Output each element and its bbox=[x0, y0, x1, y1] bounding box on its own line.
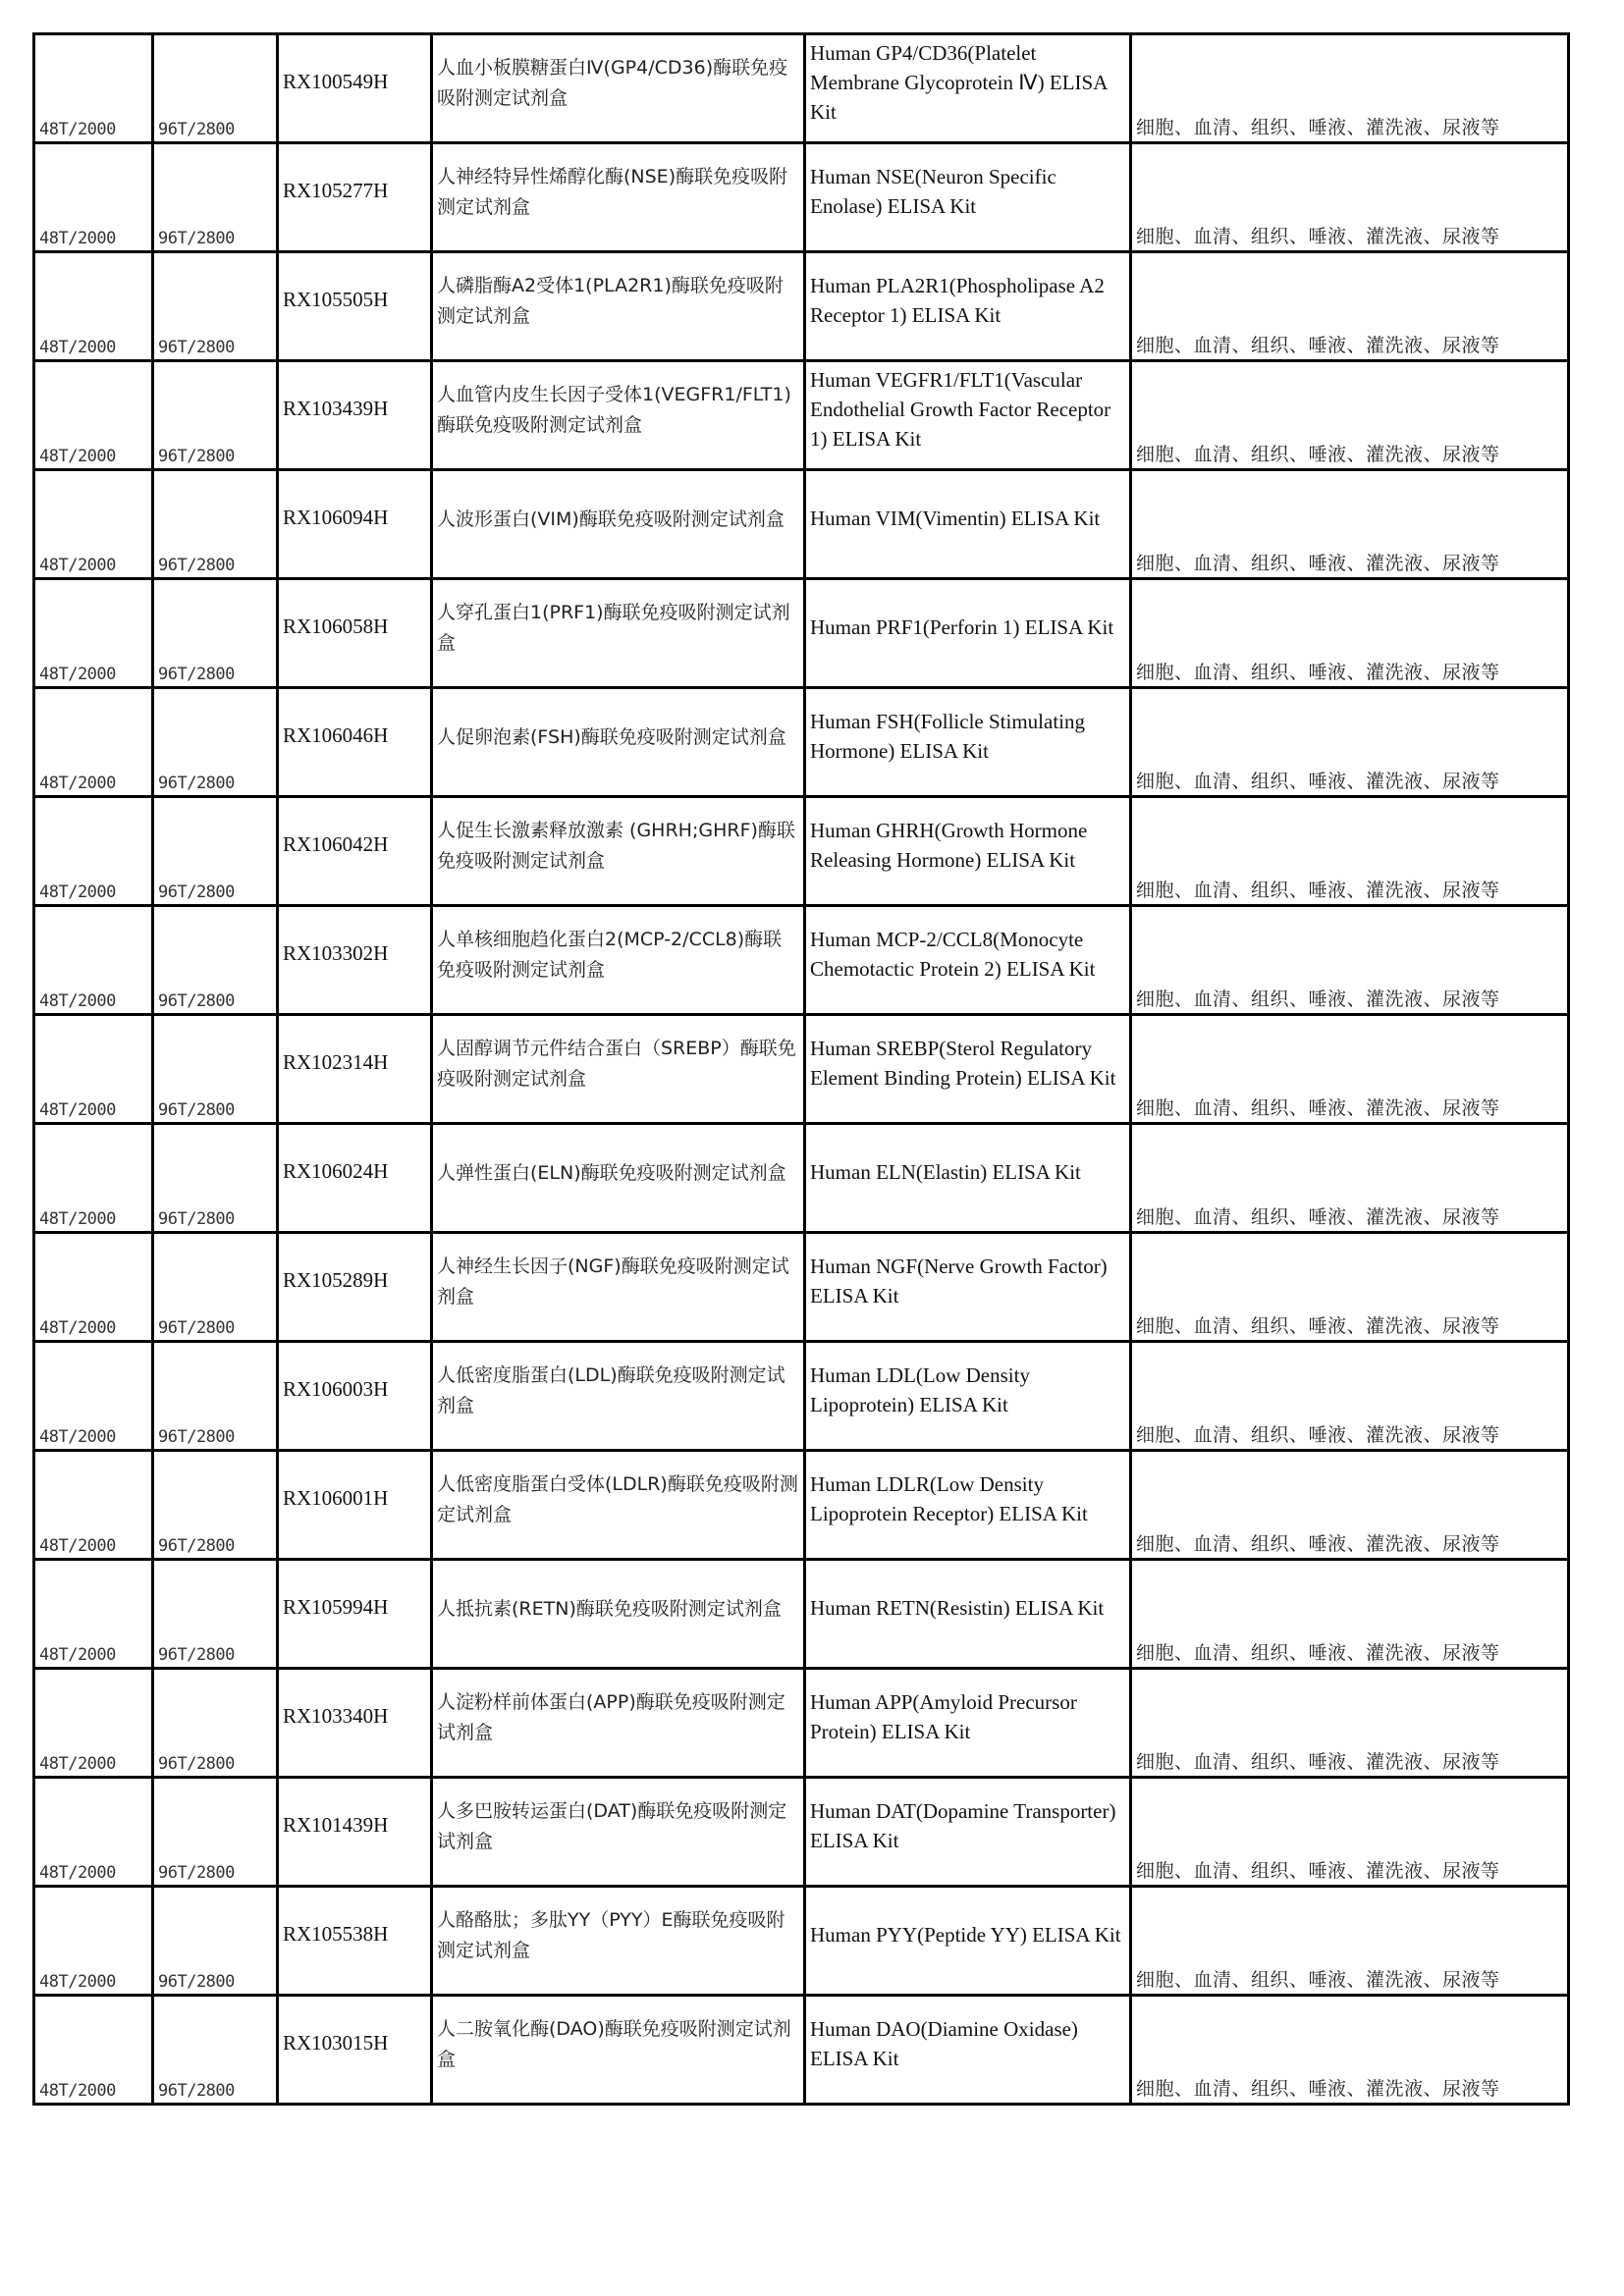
catalog-cell bbox=[278, 1887, 432, 1996]
sample-types: 细胞、血清、组织、唾液、灌洗液、尿液等 bbox=[1136, 444, 1500, 465]
spec-96-cell bbox=[153, 1451, 278, 1560]
table-row bbox=[34, 1778, 1569, 1887]
product-name-chinese: 人多巴胺转运蛋白(DAT)酶联免疫吸附测定试剂盒 bbox=[437, 1800, 787, 1852]
name-cn-cell bbox=[432, 1124, 805, 1233]
table-row bbox=[34, 361, 1569, 470]
table-row bbox=[34, 1451, 1569, 1560]
table-row bbox=[34, 797, 1569, 906]
spec-48-cell bbox=[34, 252, 153, 361]
catalog-cell bbox=[278, 470, 432, 579]
table-row bbox=[34, 1342, 1569, 1451]
product-name-english: Human DAT(Dopamine Transporter) ELISA Kit bbox=[810, 1799, 1116, 1852]
spec-48-cell bbox=[34, 1015, 153, 1124]
samples-cell bbox=[1131, 1124, 1569, 1233]
spec-48-price: 48T/2000 bbox=[39, 1863, 116, 1883]
product-name-english: Human FSH(Follicle Stimulating Hormone) ELISA Kit bbox=[810, 710, 1086, 763]
name-en-cell bbox=[805, 1996, 1131, 2105]
sample-types: 细胞、血清、组织、唾液、灌洗液、尿液等 bbox=[1136, 662, 1500, 683]
product-name-english: Human ELN(Elastin) ELISA Kit bbox=[810, 1160, 1081, 1184]
spec-48-cell bbox=[34, 688, 153, 797]
spec-96-price: 96T/2800 bbox=[158, 1318, 235, 1338]
catalog-number: RX106058H bbox=[283, 614, 389, 638]
samples-cell bbox=[1131, 579, 1569, 688]
spec-48-cell bbox=[34, 470, 153, 579]
catalog-cell bbox=[278, 34, 432, 143]
table-row bbox=[34, 688, 1569, 797]
name-en-cell bbox=[805, 1887, 1131, 1996]
sample-types: 细胞、血清、组织、唾液、灌洗液、尿液等 bbox=[1136, 1751, 1500, 1773]
product-name-chinese: 人固醇调节元件结合蛋白（SREBP）酶联免疫吸附测定试剂盒 bbox=[437, 1038, 796, 1090]
spec-48-cell bbox=[34, 34, 153, 143]
name-cn-cell bbox=[432, 1342, 805, 1451]
spec-96-cell bbox=[153, 1015, 278, 1124]
product-name-english: Human NGF(Nerve Growth Factor) ELISA Kit bbox=[810, 1255, 1108, 1308]
samples-cell bbox=[1131, 1342, 1569, 1451]
spec-96-cell bbox=[153, 1124, 278, 1233]
samples-cell bbox=[1131, 906, 1569, 1015]
spec-48-cell bbox=[34, 1669, 153, 1778]
product-name-chinese: 人促卵泡素(FSH)酶联免疫吸附测定试剂盒 bbox=[437, 725, 786, 748]
spec-48-price: 48T/2000 bbox=[39, 991, 116, 1011]
spec-96-cell bbox=[153, 1778, 278, 1887]
spec-48-price: 48T/2000 bbox=[39, 1645, 116, 1665]
catalog-number: RX103439H bbox=[283, 396, 389, 420]
catalog-cell bbox=[278, 797, 432, 906]
name-cn-cell bbox=[432, 1233, 805, 1342]
spec-96-price: 96T/2800 bbox=[158, 229, 235, 248]
catalog-number: RX106003H bbox=[283, 1376, 389, 1401]
spec-96-price: 96T/2800 bbox=[158, 774, 235, 793]
product-name-chinese: 人神经生长因子(NGF)酶联免疫吸附测定试剂盒 bbox=[437, 1255, 789, 1308]
spec-96-cell bbox=[153, 1560, 278, 1669]
sample-types: 细胞、血清、组织、唾液、灌洗液、尿液等 bbox=[1136, 1315, 1500, 1337]
name-cn-cell bbox=[432, 361, 805, 470]
sample-types: 细胞、血清、组织、唾液、灌洗液、尿液等 bbox=[1136, 2078, 1500, 2100]
name-cn-cell bbox=[432, 1996, 805, 2105]
samples-cell bbox=[1131, 1669, 1569, 1778]
table-row bbox=[34, 579, 1569, 688]
spec-96-price: 96T/2800 bbox=[158, 665, 235, 684]
spec-96-cell bbox=[153, 1342, 278, 1451]
product-name-chinese: 人淀粉样前体蛋白(APP)酶联免疫吸附测定试剂盒 bbox=[437, 1691, 785, 1743]
product-name-english: Human PYY(Peptide YY) ELISA Kit bbox=[810, 1923, 1121, 1947]
name-en-cell bbox=[805, 1233, 1131, 1342]
name-cn-cell bbox=[432, 906, 805, 1015]
catalog-number: RX102314H bbox=[283, 1049, 389, 1074]
product-name-english: Human SREBP(Sterol Regulatory Element Binding Protein) ELISA Kit bbox=[810, 1037, 1116, 1090]
product-name-english: Human PRF1(Perforin 1) ELISA Kit bbox=[810, 615, 1114, 639]
product-name-chinese: 人血小板膜糖蛋白Ⅳ(GP4/CD36)酶联免疫吸附测定试剂盒 bbox=[437, 57, 788, 109]
spec-96-price: 96T/2800 bbox=[158, 338, 235, 357]
product-name-english: Human MCP-2/CCL8(Monocyte Chemotactic Protein 2) ELISA Kit bbox=[810, 928, 1096, 981]
spec-48-price: 48T/2000 bbox=[39, 1972, 116, 1992]
catalog-number: RX105538H bbox=[283, 1921, 389, 1946]
spec-48-cell bbox=[34, 1233, 153, 1342]
catalog-number: RX103015H bbox=[283, 2030, 389, 2055]
samples-cell bbox=[1131, 1778, 1569, 1887]
spec-96-cell bbox=[153, 579, 278, 688]
catalog-cell bbox=[278, 688, 432, 797]
spec-96-cell bbox=[153, 470, 278, 579]
spec-96-price: 96T/2800 bbox=[158, 1536, 235, 1556]
spec-48-cell bbox=[34, 1887, 153, 1996]
product-name-english: Human DAO(Diamine Oxidase) ELISA Kit bbox=[810, 2017, 1078, 2070]
spec-96-cell bbox=[153, 1887, 278, 1996]
table-row bbox=[34, 1124, 1569, 1233]
catalog-number: RX101439H bbox=[283, 1812, 389, 1837]
spec-48-price: 48T/2000 bbox=[39, 2081, 116, 2101]
product-name-english: Human GHRH(Growth Hormone Releasing Hormone) ELISA Kit bbox=[810, 819, 1088, 872]
catalog-cell bbox=[278, 1342, 432, 1451]
spec-48-price: 48T/2000 bbox=[39, 338, 116, 357]
catalog-number: RX103302H bbox=[283, 940, 389, 965]
name-cn-cell bbox=[432, 1887, 805, 1996]
samples-cell bbox=[1131, 1233, 1569, 1342]
name-en-cell bbox=[805, 34, 1131, 143]
sample-types: 细胞、血清、组织、唾液、灌洗液、尿液等 bbox=[1136, 1642, 1500, 1664]
spec-48-cell bbox=[34, 361, 153, 470]
name-cn-cell bbox=[432, 1015, 805, 1124]
name-en-cell bbox=[805, 1669, 1131, 1778]
product-name-english: Human LDL(Low Density Lipoprotein) ELISA Kit bbox=[810, 1363, 1030, 1416]
table-row bbox=[34, 1560, 1569, 1669]
spec-96-cell bbox=[153, 1996, 278, 2105]
spec-48-cell bbox=[34, 579, 153, 688]
sample-types: 细胞、血清、组织、唾液、灌洗液、尿液等 bbox=[1136, 117, 1500, 138]
spec-48-price: 48T/2000 bbox=[39, 774, 116, 793]
table-row bbox=[34, 1233, 1569, 1342]
spec-96-price: 96T/2800 bbox=[158, 447, 235, 466]
spec-48-price: 48T/2000 bbox=[39, 120, 116, 139]
samples-cell bbox=[1131, 688, 1569, 797]
catalog-number: RX100549H bbox=[283, 69, 389, 93]
spec-96-price: 96T/2800 bbox=[158, 1209, 235, 1229]
catalog-cell bbox=[278, 906, 432, 1015]
spec-96-price: 96T/2800 bbox=[158, 1863, 235, 1883]
product-table bbox=[32, 32, 1570, 2106]
table-row bbox=[34, 1669, 1569, 1778]
name-cn-cell bbox=[432, 143, 805, 252]
product-name-chinese: 人酪酪肽；多肽YY（PYY）E酶联免疫吸附测定试剂盒 bbox=[437, 1909, 785, 1961]
name-en-cell bbox=[805, 579, 1131, 688]
samples-cell bbox=[1131, 797, 1569, 906]
spec-48-price: 48T/2000 bbox=[39, 447, 116, 466]
spec-48-price: 48T/2000 bbox=[39, 1427, 116, 1447]
name-en-cell bbox=[805, 1778, 1131, 1887]
spec-96-cell bbox=[153, 143, 278, 252]
name-cn-cell bbox=[432, 470, 805, 579]
catalog-cell bbox=[278, 1233, 432, 1342]
product-name-chinese: 人二胺氧化酶(DAO)酶联免疫吸附测定试剂盒 bbox=[437, 2018, 791, 2070]
spec-96-price: 96T/2800 bbox=[158, 556, 235, 575]
sample-types: 细胞、血清、组织、唾液、灌洗液、尿液等 bbox=[1136, 1097, 1500, 1119]
samples-cell bbox=[1131, 1560, 1569, 1669]
table-row bbox=[34, 252, 1569, 361]
catalog-number: RX106046H bbox=[283, 722, 389, 747]
sample-types: 细胞、血清、组织、唾液、灌洗液、尿液等 bbox=[1136, 335, 1500, 356]
catalog-cell bbox=[278, 1124, 432, 1233]
product-name-english: Human GP4/CD36(Platelet Membrane Glycoprotein Ⅳ) ELISA Kit bbox=[810, 41, 1108, 124]
spec-96-cell bbox=[153, 252, 278, 361]
spec-48-cell bbox=[34, 1342, 153, 1451]
name-cn-cell bbox=[432, 34, 805, 143]
spec-48-price: 48T/2000 bbox=[39, 1100, 116, 1120]
name-en-cell bbox=[805, 1124, 1131, 1233]
name-en-cell bbox=[805, 361, 1131, 470]
samples-cell bbox=[1131, 1015, 1569, 1124]
sample-types: 细胞、血清、组织、唾液、灌洗液、尿液等 bbox=[1136, 1860, 1500, 1882]
name-cn-cell bbox=[432, 579, 805, 688]
name-cn-cell bbox=[432, 1778, 805, 1887]
spec-48-cell bbox=[34, 1996, 153, 2105]
catalog-cell bbox=[278, 252, 432, 361]
catalog-number: RX106024H bbox=[283, 1158, 389, 1183]
product-name-english: Human APP(Amyloid Precursor Protein) ELISA Kit bbox=[810, 1690, 1077, 1743]
samples-cell bbox=[1131, 1887, 1569, 1996]
spec-48-price: 48T/2000 bbox=[39, 665, 116, 684]
catalog-cell bbox=[278, 143, 432, 252]
spec-96-price: 96T/2800 bbox=[158, 991, 235, 1011]
catalog-cell bbox=[278, 1669, 432, 1778]
spec-96-cell bbox=[153, 34, 278, 143]
sample-types: 细胞、血清、组织、唾液、灌洗液、尿液等 bbox=[1136, 1533, 1500, 1555]
catalog-number: RX106042H bbox=[283, 831, 389, 856]
samples-cell bbox=[1131, 470, 1569, 579]
name-en-cell bbox=[805, 797, 1131, 906]
catalog-number: RX106001H bbox=[283, 1485, 389, 1510]
sample-types: 细胞、血清、组织、唾液、灌洗液、尿液等 bbox=[1136, 553, 1500, 574]
product-name-english: Human VIM(Vimentin) ELISA Kit bbox=[810, 507, 1101, 530]
spec-48-price: 48T/2000 bbox=[39, 1209, 116, 1229]
name-en-cell bbox=[805, 1015, 1131, 1124]
catalog-cell bbox=[278, 361, 432, 470]
product-name-english: Human VEGFR1/FLT1(Vascular Endothelial Growth Factor Receptor 1) ELISA Kit bbox=[810, 368, 1111, 451]
name-en-cell bbox=[805, 252, 1131, 361]
catalog-number: RX105277H bbox=[283, 178, 389, 202]
product-table-body bbox=[34, 34, 1569, 2105]
table-row bbox=[34, 1996, 1569, 2105]
spec-48-price: 48T/2000 bbox=[39, 1536, 116, 1556]
name-cn-cell bbox=[432, 1669, 805, 1778]
spec-96-price: 96T/2800 bbox=[158, 1972, 235, 1992]
name-en-cell bbox=[805, 1451, 1131, 1560]
catalog-number: RX105505H bbox=[283, 287, 389, 311]
spec-96-price: 96T/2800 bbox=[158, 882, 235, 902]
product-name-chinese: 人低密度脂蛋白受体(LDLR)酶联免疫吸附测定试剂盒 bbox=[437, 1473, 798, 1525]
samples-cell bbox=[1131, 1451, 1569, 1560]
spec-96-price: 96T/2800 bbox=[158, 1645, 235, 1665]
name-en-cell bbox=[805, 1560, 1131, 1669]
spec-96-cell bbox=[153, 1669, 278, 1778]
sample-types: 细胞、血清、组织、唾液、灌洗液、尿液等 bbox=[1136, 1424, 1500, 1446]
spec-48-price: 48T/2000 bbox=[39, 882, 116, 902]
table-row bbox=[34, 34, 1569, 143]
product-name-chinese: 人神经特异性烯醇化酶(NSE)酶联免疫吸附测定试剂盒 bbox=[437, 166, 788, 218]
spec-96-cell bbox=[153, 797, 278, 906]
sample-types: 细胞、血清、组织、唾液、灌洗液、尿液等 bbox=[1136, 1206, 1500, 1228]
catalog-number: RX105289H bbox=[283, 1267, 389, 1292]
samples-cell bbox=[1131, 34, 1569, 143]
samples-cell bbox=[1131, 1996, 1569, 2105]
name-cn-cell bbox=[432, 688, 805, 797]
product-name-chinese: 人抵抗素(RETN)酶联免疫吸附测定试剂盒 bbox=[437, 1597, 782, 1620]
samples-cell bbox=[1131, 143, 1569, 252]
catalog-number: RX103340H bbox=[283, 1703, 389, 1728]
name-en-cell bbox=[805, 1342, 1131, 1451]
name-en-cell bbox=[805, 470, 1131, 579]
product-name-chinese: 人低密度脂蛋白(LDL)酶联免疫吸附测定试剂盒 bbox=[437, 1364, 785, 1416]
spec-96-price: 96T/2800 bbox=[158, 120, 235, 139]
spec-48-cell bbox=[34, 1560, 153, 1669]
product-name-chinese: 人穿孔蛋白1(PRF1)酶联免疫吸附测定试剂盒 bbox=[437, 602, 790, 654]
product-name-english: Human LDLR(Low Density Lipoprotein Receptor) ELISA Kit bbox=[810, 1472, 1088, 1525]
product-name-english: Human PLA2R1(Phospholipase A2 Receptor 1) ELISA Kit bbox=[810, 274, 1105, 327]
product-name-chinese: 人单核细胞趋化蛋白2(MCP-2/CCL8)酶联免疫吸附测定试剂盒 bbox=[437, 929, 783, 981]
samples-cell bbox=[1131, 361, 1569, 470]
catalog-cell bbox=[278, 1778, 432, 1887]
name-en-cell bbox=[805, 143, 1131, 252]
catalog-number: RX106094H bbox=[283, 505, 389, 529]
spec-48-cell bbox=[34, 906, 153, 1015]
name-cn-cell bbox=[432, 1560, 805, 1669]
spec-48-cell bbox=[34, 797, 153, 906]
table-row bbox=[34, 1887, 1569, 1996]
spec-48-price: 48T/2000 bbox=[39, 556, 116, 575]
product-name-chinese: 人促生长激素释放激素 (GHRH;GHRF)酶联免疫吸附测定试剂盒 bbox=[437, 820, 795, 872]
spec-48-cell bbox=[34, 1778, 153, 1887]
spec-48-cell bbox=[34, 1451, 153, 1560]
spec-48-price: 48T/2000 bbox=[39, 1754, 116, 1774]
sample-types: 细胞、血清、组织、唾液、灌洗液、尿液等 bbox=[1136, 988, 1500, 1010]
product-name-chinese: 人磷脂酶A2受体1(PLA2R1)酶联免疫吸附测定试剂盒 bbox=[437, 275, 784, 327]
spec-48-price: 48T/2000 bbox=[39, 229, 116, 248]
catalog-cell bbox=[278, 579, 432, 688]
name-en-cell bbox=[805, 688, 1131, 797]
table-row bbox=[34, 470, 1569, 579]
samples-cell bbox=[1131, 252, 1569, 361]
spec-96-price: 96T/2800 bbox=[158, 2081, 235, 2101]
table-row bbox=[34, 906, 1569, 1015]
name-cn-cell bbox=[432, 252, 805, 361]
name-cn-cell bbox=[432, 797, 805, 906]
sample-types: 细胞、血清、组织、唾液、灌洗液、尿液等 bbox=[1136, 771, 1500, 792]
spec-96-cell bbox=[153, 361, 278, 470]
product-name-chinese: 人波形蛋白(VIM)酶联免疫吸附测定试剂盒 bbox=[437, 507, 785, 530]
spec-96-price: 96T/2800 bbox=[158, 1427, 235, 1447]
product-name-english: Human RETN(Resistin) ELISA Kit bbox=[810, 1596, 1105, 1620]
spec-96-price: 96T/2800 bbox=[158, 1754, 235, 1774]
catalog-cell bbox=[278, 1560, 432, 1669]
spec-48-cell bbox=[34, 143, 153, 252]
product-name-english: Human NSE(Neuron Specific Enolase) ELISA Kit bbox=[810, 165, 1056, 218]
spec-96-cell bbox=[153, 906, 278, 1015]
table-row bbox=[34, 143, 1569, 252]
spec-96-price: 96T/2800 bbox=[158, 1100, 235, 1120]
catalog-cell bbox=[278, 1451, 432, 1560]
product-name-chinese: 人血管内皮生长因子受体1(VEGFR1/FLT1)酶联免疫吸附测定试剂盒 bbox=[437, 384, 791, 436]
sample-types: 细胞、血清、组织、唾液、灌洗液、尿液等 bbox=[1136, 226, 1500, 247]
catalog-number: RX105994H bbox=[283, 1594, 389, 1619]
spec-96-cell bbox=[153, 688, 278, 797]
table-row bbox=[34, 1015, 1569, 1124]
sample-types: 细胞、血清、组织、唾液、灌洗液、尿液等 bbox=[1136, 880, 1500, 901]
spec-48-cell bbox=[34, 1124, 153, 1233]
name-cn-cell bbox=[432, 1451, 805, 1560]
spec-48-price: 48T/2000 bbox=[39, 1318, 116, 1338]
sample-types: 细胞、血清、组织、唾液、灌洗液、尿液等 bbox=[1136, 1969, 1500, 1991]
catalog-cell bbox=[278, 1996, 432, 2105]
product-name-chinese: 人弹性蛋白(ELN)酶联免疫吸附测定试剂盒 bbox=[437, 1161, 786, 1184]
name-en-cell bbox=[805, 906, 1131, 1015]
catalog-cell bbox=[278, 1015, 432, 1124]
spec-96-cell bbox=[153, 1233, 278, 1342]
